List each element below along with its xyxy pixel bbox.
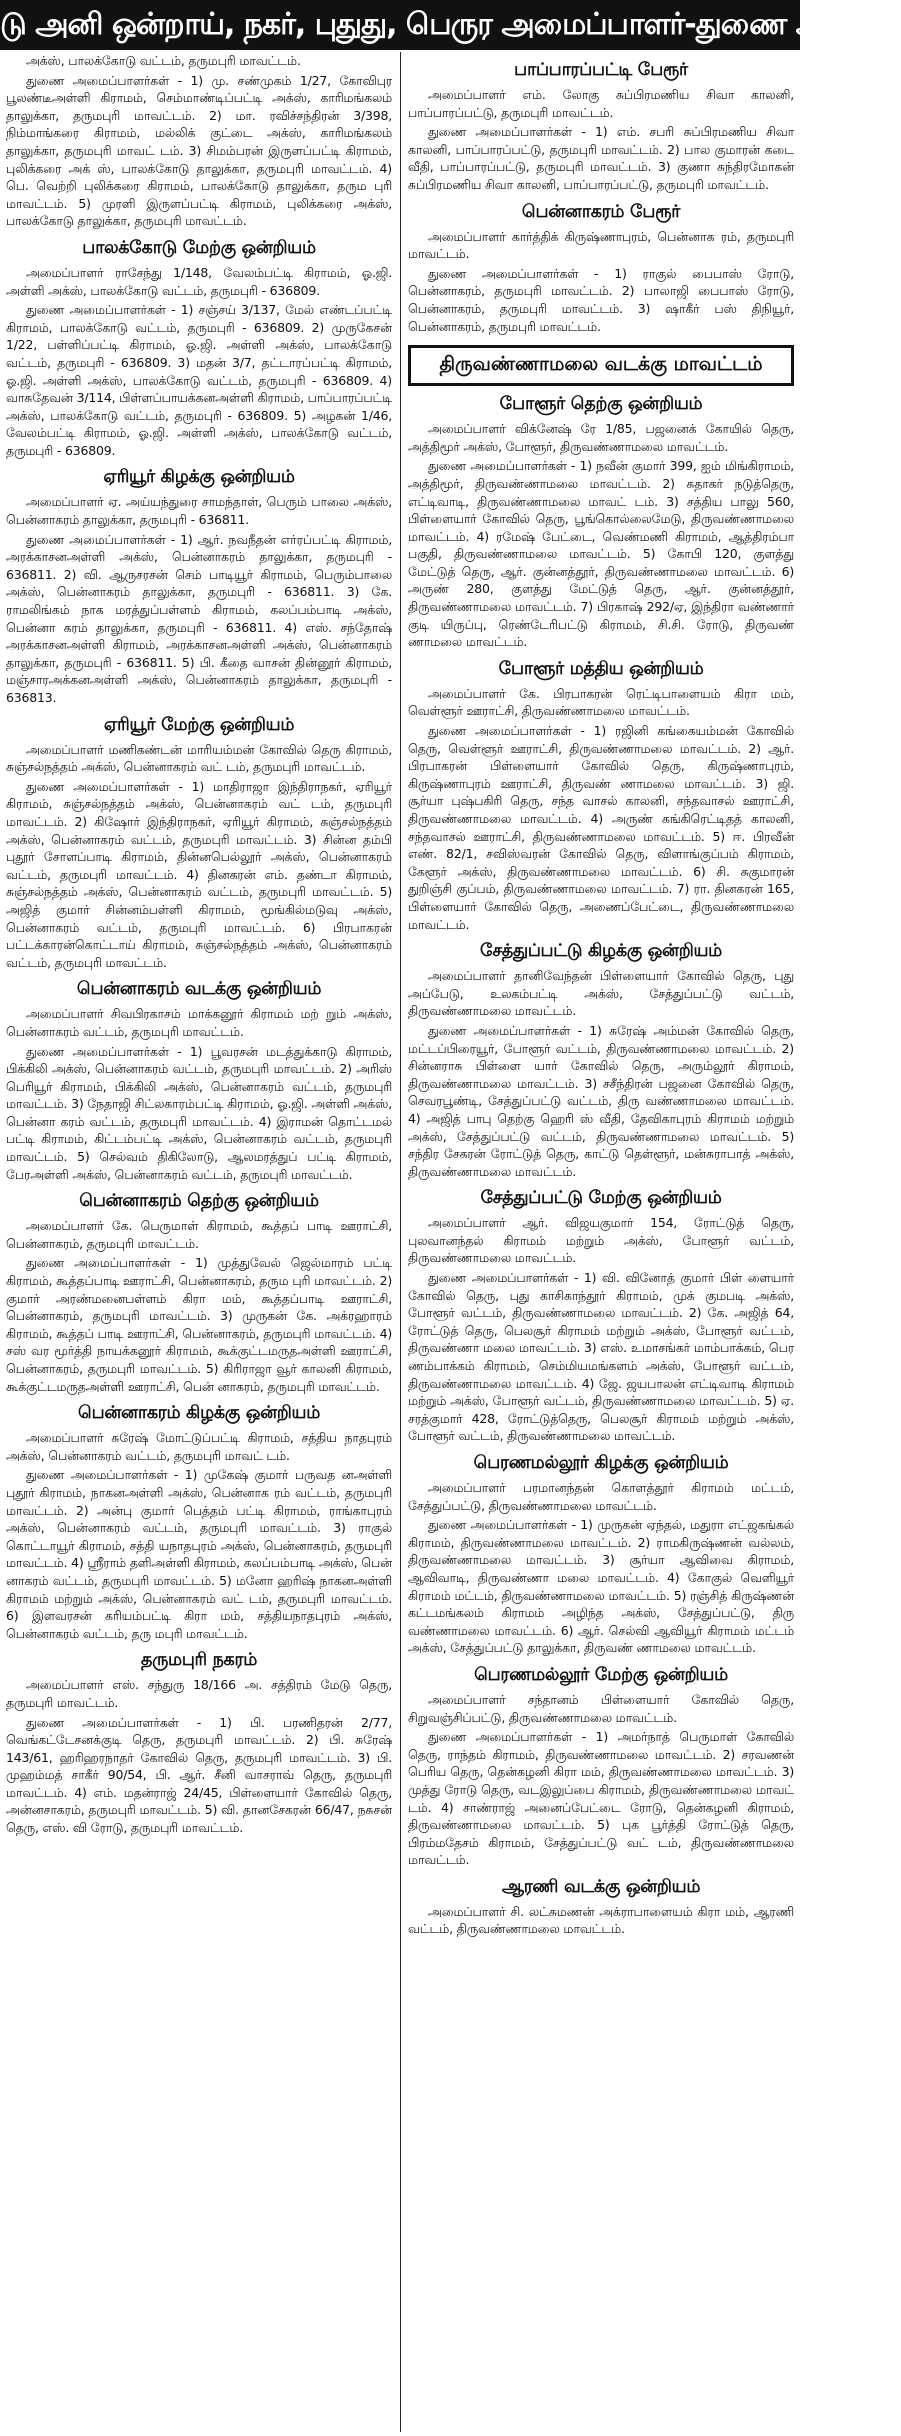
section-heading: பெரணமல்லூர் மேற்கு ஒன்றியம்	[474, 1664, 728, 1685]
paragraph: துணை அமைப்பாளர்கள் - 1) முத்துவேல் ஜெல்மாரம் பட்டி கிராமம், கூத்தப்பாடி ஊராட்சி, பென்னாகரம், தரும புரி மாவட்டம். 2) குமார் அரண்மனைபள்ளம் கிரா மம், கூத்தப்பாடி ஊராட்சி, பென்னாகரம், தருமபுரி மாவட்டம். 3) முருகன் கே. அக்ரஹாரம் கிராமம், கூத்தப் பாடி ஊராட்சி, பென்னாகரம், தருமபுரி மாவட்டம். 4) சஸ் வர மூர்த்தி நாயக்கனூர் கிராமம், கூக்குட்டமருதஅள்ளி ஊராட்சி, பென்னாகரம், தருமபுரி மாவட்டம். 5) கிரிராஜா வூர் காலனி கிராமம், கூக்குட்டமருதஅள்ளி ஊராட்சி, பென் னாகரம், தருமபுரி மாவட்டம்.	[6, 1255, 392, 1394]
section-heading: ஏரியூர் மேற்கு ஒன்றியம்	[103, 714, 295, 735]
paragraph: துணை அமைப்பாளர்கள் - 1) பூவரசன் மடத்துக்காடு கிராமம், பிக்கிலி அக்ஸ், பென்னாகரம் வட்டம், தருமபுரி மாவட்டம். 2) அரிஸ் பெரியூர் கிராமம், பிக்கிலி அக்ஸ், பென்னாகரம் வட்டம், தருமபுரி மாவட்டம். 3) நேதாஜி சிட்லகாரம்பட்டி கிராமம், ஓ.ஜி. அள்ளி அக்ஸ், பென்னா கரம் வட்டம், தருமபுரி மாவட்டம். 4) இராமன் தொட்டமல் பட்டி கிராமம், கிட்டம்பட்டி அக்ஸ், பென்னாகரம் வட்டம், தருமபுரி மாவட்டம். 5) செல்வம் திகிலோடு, ஆலமரத்துப் பட்டி கிராமம், பேரஅள்ளி அக்ஸ், பென்னாகரம் வட்டம், தருமபுரி மாவட்டம்.	[6, 1043, 392, 1182]
district-heading-box: திருவண்ணாமலை வடக்கு மாவட்டம்	[408, 345, 794, 386]
paragraph: துணை அமைப்பாளர்கள் - 1) மாதிராஜா இந்திராநகர், ஏரியூர் கிராமம், சுஞ்சல்நத்தம் அக்ஸ், பென்னாகரம் வட் டம், தருமபுரி மாவட்டம். 2) கிஷோர் இந்திராநகர், ஏரியூர் கிராமம், சுஞ்சல்நத்தம் அக்ஸ், பென்னாகரம் வட்டம், தருமபுரி மாவட்டம். 3) சின்ன தம்பி புதூர் சோளப்பாடி கிராமம், தின்னபெல்லூர் அக்ஸ், பென்னாகரம் வட்டம், தருமபுரி மாவட்டம். 4) தினகரன் எம். தண்டா கிராமம், சுஞ்சல்நத்தம் அக்ஸ், பென்னாகரம் வட்டம், தருமபுரி மாவட்டம். 5) அஜித் குமார் சின்னம்பள்ளி கிராமம், மூங்கில்மடுவு அக்ஸ், பென்னாகரம் வட்டம், தருமபுரி மாவட்டம். 6) பிரபாகரன் பட்டக்காரன்கொட்டாய் கிராமம், சுஞ்சல்நத்தம் அக்ஸ், பென்னாகரம் வட்டம், தருமபுரி மாவட்டம்.	[6, 778, 392, 970]
section-heading: சேத்துப்பட்டு கிழக்கு ஒன்றியம்	[480, 941, 722, 962]
paragraph: அமைப்பாளர் ஏ. அய்யந்துரை சாமந்தாள், பெரும் பாலை அக்ஸ், பென்னாகரம் தாலுக்கா, தருமபுரி - 636811.	[6, 494, 392, 528]
paragraph: துணை அமைப்பாளர்கள் - 1) அமர்நாத் பெருமாள் கோவில் தெரு, ராந்தம் கிராமம், திருவண்ணாமலை மாவட்டம். 2) சரவணன் பெரிய தெரு, தென்கழனி கிரா மம், திருவண்ணாமலை மாவட்டம். 3) முத்து ரோடு தெரு, வடஇலுப்பை கிராமம், திருவண்ணாமலை மாவட் டம். 4) சாண்ராஜ் அனைப்பேட்டை ரோடு, தென்கழனி கிராமம், திருவண்ணாமலை மாவட்டம். 5) புக பூர்த்தி ரோட்டுத் தெரு, பிரம்மதேசம் கிராமம், சேத்துப்பட்டு வட் டம், திருவண்ணாமலை மாவட்டம்.	[408, 1729, 794, 1868]
section-heading: போளூர் மத்திய ஒன்றியம்	[498, 658, 704, 679]
paragraph: அமைப்பாளர் கே. பெருமாள் கிராமம், கூத்தப் பாடி ஊராட்சி, பென்னாகரம், தருமபுரி மாவட்டம்.	[6, 1218, 392, 1251]
column-divider	[400, 52, 401, 2432]
paragraph: அமைப்பாளர் சுரேஷ் மோட்டுப்பட்டி கிராமம், சத்திய நாதபுரம் அக்ஸ், பென்னாகரம் வட்டம், தருமபுரி மாவட் டம்.	[6, 1430, 392, 1463]
paragraph: துணை அமைப்பாளர்கள் - 1) பி. பரணிதரன் 2/77, வெங்கட்டேசனக்குடி தெரு, தருமபுரி மாவட்டம். 2) பி. சுரேஷ் 143/61, ஹரிஹரநாதர் கோவில் தெரு, தருமபுரி மாவட்டம். 3) பி. முஹம்மத் சாகீர் 90/54, பி. ஆர். சீனி வாசராவ் தெரு, தருமபுரி மாவட்டம். 4) எம். மதன்ராஜ் 24/45, பிள்ளையார் கோவில் தெரு, அன்னசாகரம், தருமபுரி மாவட்டம். 5) வி. தானசேகரன் 66/47, நசுசன் தெரு, எஸ். வி ரோடு, தருமபுரி மாவட்டம்.	[6, 1714, 392, 1836]
paragraph: அமைப்பாளர் எம். லோகு சுப்பிரமணிய சிவா காலனி, பாப்பாரப்பட்டு, தருமபுரி மாவட்டம்.	[408, 87, 794, 120]
paragraph: துணை அமைப்பாளர்கள் - 1) சஞ்சய் 3/137, மேல் எண்டப்பட்டி கிராமம், பாலக்கோடு வட்டம், தருமபுரி - 636809. 2) முருகேசன் 1/22, பள்ளிப்பட்டி கிராமம், ஓ.ஜி. அள்ளி அக்ஸ், பாலக்கோடு வட்டம், தருமபுரி - 636809. 3) மதன் 3/7, தட்டாரப்பட்டி கிராமம், ஓ.ஜி. அள்ளி அக்ஸ், பாலக்கோடு வட்டம், தருமபுரி - 636809. 4) வாசுதேவன் 3/114, பிள்ளப்பாயக்கனஅள்ளி கிராமம், பாப்பாரப்பட்டி அக்ஸ், பாலக்கோடு வட்டம், தருமபுரி - 636809. 5) அழகன் 1/46, வேலம்பட்டி கிராமம், ஓ.ஜி. அள்ளி அக்ஸ், பாலக்கோடு வட்டம், தருமபுரி - 636809.	[6, 302, 392, 458]
paragraph: துணை அமைப்பாளர்கள் - 1) ராகுல் பைபாஸ் ரோடு, பென்னாகரம், தருமபுரி மாவட்டம். 2) பாலாஜி பைபாஸ் ரோடு, பென்னாகரம், தருமபுரி மாவட்டம். 3) ஷாகீர் பஸ் திநியூர், பென்னாகரம், தருமபுரி மாவட்டம்.	[408, 265, 794, 334]
paragraph: துணை அமைப்பாளர்கள் - 1) முருகன் ஏந்தல், மதுரா எட்ஜகங்கல் கிராமம், திருவண்ணாமலை மாவட்டம். 2) ராமகிருஷ்ணன் வல்லம், திருவண்ணாமலை மாவட்டம். 3) சூர்யா ஆவிவை கிராமம், ஆவிவாடி, திருவண்ணா மலை மாவட்டம். 4) கோகுல் வெளியூர் கிராமம் மட்டம், திருவண்ணாமலை மாவட்டம். 5) ரஞ்சித் கிருஷ்ணன் கட்டமங்கலம் கிராமம் அழிந்த அக்ஸ், சேத்துப்பட்டு, திரு வண்ணாமலை மாவட்டம். 6) ஆர். செல்வி ஆவியூர் கிராமம் மட்டம் அக்ஸ், சேத்துப்பட்டு தாலுக்கா, திருவண் ணாமலை மாவட்டம்.	[408, 1517, 794, 1656]
paragraph: அமைப்பாளர் எஸ். சந்துரு 18/166 அ. சத்திரம் மேடு தெரு, தருமபுரி மாவட்டம்.	[6, 1677, 392, 1710]
paragraph: அமைப்பாளர் கார்த்திக் கிருஷ்ணாபுரம், பென்னாக ரம், தருமபுரி மாவட்டம்.	[408, 228, 794, 262]
section-heading: பாப்பாரப்பட்டி பேரூர்	[514, 60, 688, 80]
section-heading: பென்னாகரம் கிழக்கு ஒன்றியம்	[78, 1403, 320, 1424]
left-column	[6, 52, 392, 2432]
paragraph: துணை அமைப்பாளர்கள் - 1) ரஜினி கங்கையம்மன் கோவில் தெரு, வெள்ளூர் ஊராட்சி, திருவண்ணாமலை மாவட்டம். 2) ஆர். பிரபாகரன் பிள்ளையார் கோவில் தெரு, கிருஷ்ணாபுரம், கிருஷ்ணாபுரம் ஊராட்சி, திருவண் ணாமலை மாவட்டம். 3) ஜி. சூர்யா புஷ்பகிரி தெரு, சந்த வாசல் காலனி, சந்தவாசல் ஊராட்சி, திருவண்ணாமலை மாவட்டம். 4) அருண் கங்கிரெட்டிதத் காலனி, சந்தவாசல் ஊராட்சி, திருவண்ணாமலை மாவட்டம். 5) ஈ. பிரவீன் எண். 82/1, சவிஸ்வரன் கோவில் தெரு, விளாங்குப்பம் கிராமம், கேளூர் அக்ஸ், திருவண்ணாமலை மாவட்டம். 6) சி. சுகுமாரன் துறிஞ்சி குப்பம், திருவண்ணாமலை மாவட்டம். 7) ரா. தினகரன் 165, பிள்ளையார் கோவில் தெரு, அணைப்பேட்டை, திருவண்ணாமலை மாவட்டம்.	[408, 723, 794, 932]
section-heading: போளூர் தெற்கு ஒன்றியம்	[499, 394, 703, 415]
section-heading: ஏரியூர் கிழக்கு ஒன்றியம்	[103, 467, 295, 488]
paragraph: அமைப்பாளர் விக்னேஷ் ரே 1/85, பஜனைக் கோயில் தெரு, அத்திமூர் அக்ஸ், போளூர், திருவண்ணாமலை மாவட்டம்.	[408, 421, 794, 454]
paragraph: அமைப்பாளர் ராசேந்து 1/148, வேலம்பட்டி கிராமம், ஓ.ஜி. அள்ளி அக்ஸ், பாலக்கோடு வட்டம், தருமபுரி - 636809.	[6, 264, 392, 298]
paragraph: அமைப்பாளர் மணிகண்டன் மாரியம்மன் கோவில் தெரு கிராமம், சுஞ்சல்நத்தம் அக்ஸ், பென்னாகரம் வட் டம், தருமபுரி மாவட்டம்.	[6, 741, 392, 775]
section-heading: சேத்துப்பட்டு மேற்கு ஒன்றியம்	[480, 1188, 722, 1209]
section-heading: பென்னாகரம் தெற்கு ஒன்றியம்	[79, 1191, 319, 1212]
paragraph: அமைப்பாளர் சந்தானம் பிள்ளையார் கோவில் தெரு, சிறுவஞ்சிப்பட்டு, திருவண்ணாமலை மாவட்டம்.	[408, 1691, 794, 1725]
section-heading: தருமபுரி நகரம்	[141, 1650, 257, 1671]
section-heading: பென்னாகரம் வடக்கு ஒன்றியம்	[76, 979, 322, 1000]
paragraph: அமைப்பாளர் சி. லட்சுமணன் அக்ராபாளையம் கிரா மம், ஆரணி வட்டம், திருவண்ணாமலை மாவட்டம்.	[408, 1903, 794, 1937]
paragraph: துணை அமைப்பாளர்கள் - 1) மு. சண்முகம் 1/27, கோவிபுர பூலண்டீஅள்ளி கிராமம், செம்மாண்டிப்பட்டி அக்ஸ், காரிமங்கலம் தாலுக்கா, தருமபுரி மாவட்டம். 2) மா. ரவிச்சந்திரன் 3/398, நிம்மாங்கரை கிராமம், மல்லிக் குட்டை அக்ஸ், காரிமங்கலம் தாலுக்கா, தருமபுரி மாவட் டம். 3) சிமம்பரன் இருளப்பட்டி கிராமம், புலிக்கரை அக் ஸ், பாலக்கோடு தாலுக்கா, தருமபுரி மாவட்டம். 4) பெ. வெற்றி புலிக்கரை கிராமம், பாலக்கோடு தாலுக்கா, தரும புரி மாவட்டம். 5) முரளி இருளப்பட்டி கிராமம், புலிக்கரை அக்ஸ், பாலக்கோடு தாலுக்கா, தருமபுரி மாவட்டம்.	[6, 72, 392, 229]
paragraph: துணை அமைப்பாளர்கள் - 1) நவீன் குமார் 399, ஐம் மிங்கிராமம், அத்திமூர், திருவண்ணாமலை மாவட்டம். 2) சுதாகர் நடுத்தெரு, எட்டிவாடி, திருவண்ணாமலை மாவட் டம். 3) சத்திய பாலு 560, பிள்ளையார் கோவில் தெரு, பூங்கொல்லைமேடு, திருவண்ணாமலை மாவட்டம். 4) ரமேஷ் பேட்டை, வெண்மணி கிராமம், ஆத்திரம்பா பகுதி, திருவண்ணாமலை மாவட்டம். 5) கோபி 120, குளத்து மேட்டுத் தெரு, ஆர். குன்னத்தூர், திருவண்ணாமலை மாவட்டம். 6) அருண் 280, குளத்து மேட்டுத் தெரு, ஆர். குன்னத்தூர், திருவண்ணாமலை மாவட்டம். 7) பிரகாஷ் 292/ஏ, இந்திரா வண்ணார் குடி யிருப்பு, ரெண்டேரிபட்டு கிராமம், சி.சி. ரோடு, திருவண் ணாமலை மாவட்டம்.	[408, 458, 794, 650]
paragraph: அமைப்பாளர் பரமானந்தன் கொளத்தூர் கிராமம் மட்டம், சேத்துப்பட்டு, திருவண்ணாமலை மாவட்டம்.	[408, 1480, 794, 1513]
section-heading: பென்னாகரம் பேரூர்	[521, 201, 681, 222]
paragraph: அக்ஸ், பாலக்கோடு வட்டம், தருமபுரி மாவட்டம்.	[26, 53, 301, 68]
paragraph: அமைப்பாளர் தானிவேந்தன் பிள்ளையார் கோவில் தெரு, புது அப்பேடு, உலகம்பட்டி அக்ஸ், சேத்துப்பட்டு வட்டம், திருவண்ணாமலை மாவட்டம்.	[408, 968, 794, 1019]
paragraph: துணை அமைப்பாளர்கள் - 1) முகேஷ் குமார் பருவத னஅள்ளி புதூர் கிராமம், நாகனஅள்ளி அக்ஸ், பென்னாக ரம் வட்டம், தருமபுரி மாவட்டம். 2) அன்பு குமார் பெத்தம் பட்டி கிராமம், ராங்காபுரம் அக்ஸ், பென்னாகரம் வட்டம், தருமபுரி மாவட்டம். 3) ராகுல் கொட்டாயூர் கிராமம், சத்தி யநாதபுரம் அக்ஸ், பென்னாகரம், தருமபுரி மாவட்டம். 4) ஸ்ரீராம் தளிஅள்ளி கிராமம், கலப்பம்பாடி அக்ஸ், பென் னாகரம் வட்டம், தருமபுரி மாவட்டம். 5) மனோ ஹரிஷ் நாகனஅள்ளி கிராமம் மற்றும் அக்ஸ், பென்னாகரம் வட் டம், தருமபுரி மாவட்டம். 6) இளவரசன் கரியம்பட்டி கிரா மம், சத்தியநாதபுரம் அக்ஸ், பென்னாகரம் வட்டம், தரு மபுரி மாவட்டம்.	[6, 1467, 392, 1641]
section-heading: ஆரணி வடக்கு ஒன்றியம்	[501, 1876, 701, 1897]
paragraph: துணை அமைப்பாளர்கள் - 1) ஆர். நவநீதன் எர்ரப்பட்டி கிராமம், அரக்காசனஅள்ளி அக்ஸ், பென்னாகரம் தாலுக்கா, தருமபுரி - 636811. 2) வி. ஆருசரசன் செம் பாடியூர் கிராமம், பெரும்பாலை அக்ஸ், பென்னாகரம் தாலுக்கா, தருமபுரி - 636811. 3) கே. ராமலிங்கம் நாக மரத்துப்பள்ளம் கிராமம், கலப்பம்பாடி அக்ஸ், பென்னா கரம் தாலுக்கா, தருமபுரி - 636811. 4) எஸ். சந்தோஷ் அரக்காசனஅள்ளி கிராமம், அரக்காசனஅள்ளி அக்ஸ், பென்னாகரம் தாலுக்கா, தருமபுரி - 636811. 5) பி. கீதை வாசன் தின்னூர் கிராமம், மஞ்சாரஅக்கனஅள்ளி அக்ஸ், பென்னாகரம் தாலுக்கா, தருமபுரி - 636813.	[6, 531, 392, 705]
paragraph: துணை அமைப்பாளர்கள் - 1) சுரேஷ் அம்மன் கோவில் தெரு, மட்டப்பிரையூர், போளூர் வட்டம், திருவண்ணாமலை மாவட்டம். 2) சின்னராசு பிள்ளை யார் கோவில் தெரு, அரும்லூர் கிராமம், திருவண்ணாமலை மாவட்டம். 3) சசீந்திரன் பஜனை கோவில் தெரு, செவரபூண்டி, சேத்துப்பட்டு வட்டம், திரு வண்ணாமலை மாவட்டம். 4) அஜித் பாபு தெற்கு ஹெரி ஸ் வீதி, தேவிகாபுரம் கிராமம் மற்றும் அக்ஸ், சேத்துப்பட்டு வட்டம், திருவண்ணாமலை மாவட்டம். 5) சந்திர சேகரன் ரோட்டுத் தெரு, காட்டு தெள்ளூர், மன்சுராபாத் அக்ஸ், திருவண்ணாமலை மாவட்டம்.	[408, 1022, 794, 1179]
paragraph: துணை அமைப்பாளர்கள் - 1) வி. வினோத் குமார் பிள் ளையார் கோவில் தெரு, புது காசிகாந்தூர் கிராமம், முக் குமபடி அக்ஸ், போளூர் வட்டம், திருவண்ணாமலை மாவட்டம். 2) கே. அஜித் 64, ரோட்டுத் தெரு, பெலசூர் கிராமம் மற்றும் அக்ஸ், போளூர் வட்டம், திருவண்ணா மலை மாவட்டம். 3) எஸ். உமாசங்கர் மாம்பாக்கம், பெர ணம்பாக்கம் கிராமம், செம்மியமங்களம் அக்ஸ், போளூர் வட்டம், திருவண்ணாமலை மாவட்டம். 4) ஜே. ஜயபாலன் எட்டிவாடி கிராமம் மற்றும் அக்ஸ், போளூர் வட்டம், திருவண்ணாமலை மாவட்டம். 5) ஏ. சரத்குமார் 428, ரோட்டுத்தெரு, பெலசூர் கிராமம் மற்றும் அக்ஸ், போளூர் வட்டம், திருவண்ணாமலை மாவட்டம்.	[408, 1270, 794, 1444]
right-column	[408, 52, 794, 2432]
paragraph: துணை அமைப்பாளர்கள் - 1) எம். சபரி சுப்பிரமணிய சிவா காலனி, பாப்பாரப்பட்டு, தருமபுரி மாவட்டம். 2) பால குமாரன் கடை வீதி, பாப்பாரப்பட்டு, தருமபுரி மாவட்டம். 3) குணா சுந்திரமோகன் சுப்பிரமணிய சிவா காலனி, பாப்பாரப்பட்டு, தருமபுரி மாவட்டம்.	[408, 124, 794, 192]
paragraph: அமைப்பாளர் கே. பிரபாகரன் ரெட்டிபாளையம் கிரா மம், வெள்ளூர் ஊராட்சி, திருவண்ணாமலை மாவட்டம்.	[408, 685, 794, 719]
section-heading: பாலக்கோடு மேற்கு ஒன்றியம்	[82, 237, 316, 258]
section-heading: பெரணமல்லூர் கிழக்கு ஒன்றியம்	[473, 1453, 729, 1473]
paragraph: அமைப்பாளர் சிவபிரகாசம் மாக்கனூர் கிராமம் மற் றும் அக்ஸ், பென்னாகரம் வட்டம், தருமபுரி மாவட்டம்.	[6, 1006, 392, 1039]
paragraph: அமைப்பாளர் ஆர். விஜயகுமார் 154, ரோட்டுத் தெரு, புலவானந்தல் கிராமம் மற்றும் அக்ஸ், போளூர் வட்டம், திருவண்ணாமலை மாவட்டம்.	[408, 1215, 794, 1266]
page-banner: டு அனி ஒன்றாய், நகர், புதுது, பெருர அமைப்பாளர்-துணை அமைப்	[0, 0, 800, 50]
